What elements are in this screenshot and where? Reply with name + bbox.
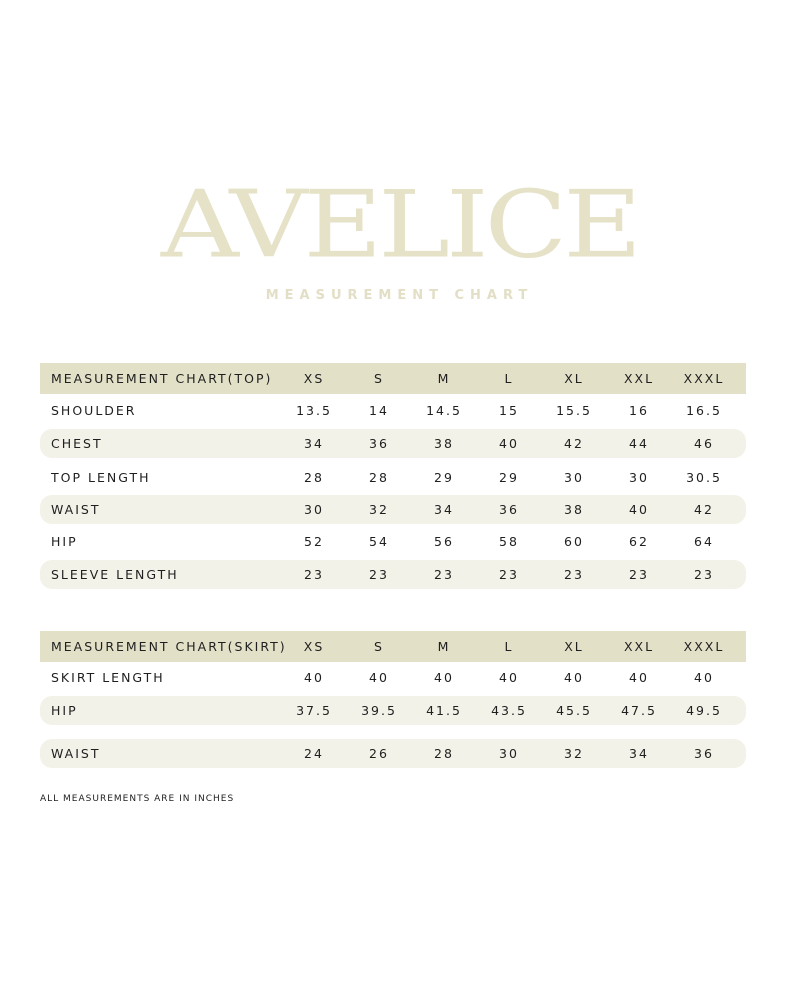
table-cell: 40 [499,436,519,451]
table-cell: 23 [694,567,714,582]
table-cell: 23 [369,567,389,582]
table-cell: 23 [499,567,519,582]
brand-logo: AVELICE [160,171,639,279]
table-row [40,396,746,425]
table-cell: 41.5 [426,703,462,718]
size-header: XXL [623,639,655,654]
table-header [40,363,746,394]
table-cell: 60 [564,534,584,549]
row-label: SHOULDER [51,403,137,418]
size-header: XL [564,639,584,654]
table-title: MEASUREMENT CHART(SKIRT) [51,639,287,654]
table-cell: 30 [499,746,519,761]
size-header: XXXL [683,639,725,654]
table-row [40,739,746,768]
table-cell: 30 [564,470,584,485]
table-cell: 13.5 [296,403,332,418]
table-cell: 32 [564,746,584,761]
table-cell: 15.5 [556,403,592,418]
table-cell: 36 [369,436,389,451]
table-row [40,560,746,589]
table-cell: 34 [304,436,324,451]
table-cell: 14.5 [426,403,462,418]
table-cell: 40 [304,670,324,685]
table-cell: 34 [434,502,454,517]
table-cell: 40 [434,670,454,685]
table-cell: 32 [369,502,389,517]
table-cell: 56 [434,534,454,549]
table-cell: 46 [694,436,714,451]
table-cell: 30 [629,470,649,485]
table-cell: 40 [629,670,649,685]
table-cell: 24 [304,746,324,761]
size-header: XS [303,639,325,654]
table-cell: 42 [564,436,584,451]
row-label: SLEEVE LENGTH [51,567,179,582]
table-cell: 16 [629,403,649,418]
table-row [40,527,746,556]
table-row [40,495,746,524]
row-label: HIP [51,703,78,718]
table-row [40,696,746,725]
table-cell: 15 [499,403,519,418]
table-cell: 40 [564,670,584,685]
table-cell: 23 [564,567,584,582]
size-header: L [504,639,514,654]
table-cell: 28 [369,470,389,485]
table-cell: 40 [629,502,649,517]
table-cell: 40 [369,670,389,685]
size-header: S [374,371,384,386]
table-cell: 28 [434,746,454,761]
size-header: XS [303,371,325,386]
table-cell: 26 [369,746,389,761]
skirt-size-table [40,631,746,771]
table-cell: 30 [304,502,324,517]
table-cell: 30.5 [686,470,722,485]
table-cell: 23 [304,567,324,582]
table-row [40,663,746,692]
size-header: S [374,639,384,654]
table-cell: 23 [629,567,649,582]
row-label: HIP [51,534,78,549]
table-cell: 36 [499,502,519,517]
row-label: WAIST [51,746,101,761]
table-cell: 45.5 [556,703,592,718]
table-cell: 16.5 [686,403,722,418]
table-cell: 23 [434,567,454,582]
table-cell: 38 [434,436,454,451]
units-note: ALL MEASUREMENTS ARE IN INCHES [40,794,235,804]
table-cell: 47.5 [621,703,657,718]
table-cell: 49.5 [686,703,722,718]
table-cell: 64 [694,534,714,549]
table-cell: 14 [369,403,389,418]
size-header: XL [564,371,584,386]
table-header [40,631,746,662]
table-cell: 40 [694,670,714,685]
table-title: MEASUREMENT CHART(TOP) [51,371,273,386]
page-subtitle: MEASUREMENT CHART [265,288,534,303]
table-row [40,429,746,458]
size-header: M [437,639,451,654]
row-label: SKIRT LENGTH [51,670,165,685]
size-header: XXL [623,371,655,386]
table-cell: 37.5 [296,703,332,718]
row-label: CHEST [51,436,103,451]
size-header: M [437,371,451,386]
table-cell: 58 [499,534,519,549]
table-cell: 44 [629,436,649,451]
table-cell: 38 [564,502,584,517]
table-cell: 40 [499,670,519,685]
size-header: L [504,371,514,386]
table-cell: 34 [629,746,649,761]
top-size-table [40,363,746,593]
table-cell: 29 [499,470,519,485]
table-row [40,463,746,492]
table-cell: 42 [694,502,714,517]
table-cell: 52 [304,534,324,549]
row-label: WAIST [51,502,101,517]
table-cell: 54 [369,534,389,549]
size-header: XXXL [683,371,725,386]
table-cell: 36 [694,746,714,761]
row-label: TOP LENGTH [51,470,151,485]
table-cell: 62 [629,534,649,549]
table-cell: 43.5 [491,703,527,718]
table-cell: 28 [304,470,324,485]
table-cell: 39.5 [361,703,397,718]
table-cell: 29 [434,470,454,485]
